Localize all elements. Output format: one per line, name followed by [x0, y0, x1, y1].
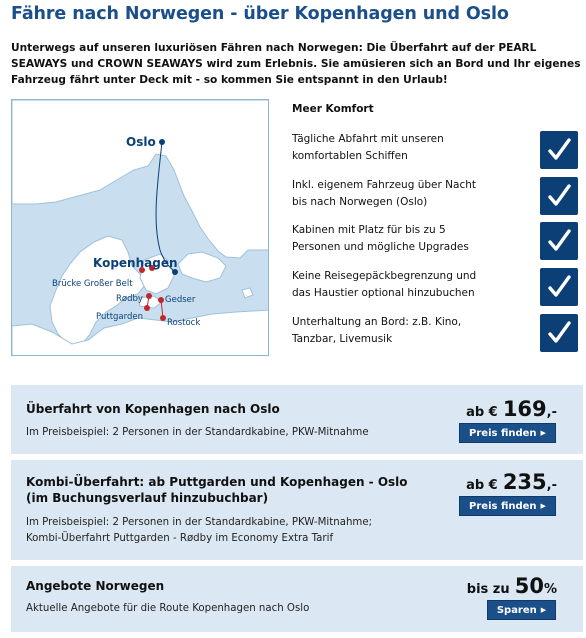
price-value: 50 — [514, 574, 544, 598]
comfort-item-line: Keine Reisegepäckbegrenzung und — [292, 270, 477, 282]
label-puttgarden: Puttgarden — [96, 312, 143, 322]
offer-price — [467, 574, 557, 598]
price-find-button[interactable] — [459, 496, 556, 516]
offer-description — [26, 515, 456, 547]
comfort-item-line: Unterhaltung an Bord: z.B. Kino, — [292, 316, 462, 328]
label-oslo: Oslo — [126, 135, 156, 149]
check-icon — [540, 222, 578, 260]
comfort-item-text — [292, 314, 522, 348]
arrow-right-icon: ▶ — [540, 502, 546, 510]
offer-card-copenhagen-oslo — [11, 385, 583, 454]
offer-description-line: Kombi-Überfahrt Puttgarden - Rødby im Economy Extra Tarif — [26, 533, 334, 544]
land-bornholm — [242, 288, 253, 298]
button-label: Sparen — [496, 605, 537, 616]
offer-price — [466, 470, 557, 494]
arrow-right-icon: ▶ — [540, 606, 547, 614]
comfort-item-line: Tägliche Abfahrt mit unseren — [292, 133, 444, 145]
button-label: Preis finden — [469, 428, 537, 439]
price-suffix: % — [543, 582, 557, 597]
price-prefix: ab € — [466, 478, 498, 493]
offer-description: Aktuelle Angebote für die Route Kopenhagen nach Oslo — [26, 603, 310, 614]
price-suffix: ,- — [546, 405, 557, 420]
intro-text: Unterwegs auf unseren luxuriösen Fähren nach Norwegen: Die Überfahrt auf der PEARL SEAWAYS und CROWN SEAWAYS wird zum Erlebnis. Sie amüsieren sich an Bord und Ihr eigenes Fahrzeug fährt unter Deck mit - so kommen Sie entspannt in den Urlaub! — [11, 42, 581, 86]
comfort-item — [292, 131, 582, 171]
offer-description: Im Preisbeispiel: 2 Personen in der Standardkabine, PKW-Mitnahme — [26, 427, 369, 438]
land-scandinavia — [12, 100, 269, 258]
sparen-button[interactable] — [487, 600, 556, 620]
route-map-graphic — [12, 100, 269, 356]
port-puttgarden — [144, 305, 150, 311]
land-scania — [178, 252, 226, 282]
check-icon — [540, 177, 578, 215]
price-suffix: ,- — [546, 478, 557, 493]
port-rostock — [160, 315, 166, 321]
label-copenhagen: Kopenhagen — [93, 256, 178, 270]
offer-title: Angebote Norwegen — [26, 579, 165, 593]
comfort-item-line: Personen und mögliche Upgrades — [292, 241, 469, 253]
comfort-item-line: bis nach Norwegen (Oslo) — [292, 196, 428, 208]
arrow-right-icon: ▶ — [540, 429, 546, 437]
comfort-item-text — [292, 222, 522, 256]
comfort-title: Meer Komfort — [292, 103, 374, 115]
check-icon — [540, 268, 578, 306]
comfort-item-line: das Haustier optional hinzubuchen — [292, 287, 475, 299]
comfort-item-line: Kabinen mit Platz für bis zu 5 — [292, 224, 446, 236]
label-bruecke: Brücke Großer Belt — [52, 279, 133, 289]
comfort-item — [292, 314, 582, 354]
comfort-item-text — [292, 177, 522, 211]
comfort-item — [292, 268, 582, 308]
comfort-item-line: Tanzbar, Livemusik — [292, 333, 393, 345]
price-prefix: bis zu — [466, 582, 510, 597]
comfort-item-line: komfortablen Schiffen — [292, 150, 408, 162]
price-find-button[interactable] — [459, 423, 556, 443]
comfort-item-line: Inkl. eigenem Fahrzeug über Nacht — [292, 179, 476, 191]
route-map — [11, 99, 269, 356]
offer-price — [466, 397, 557, 421]
port-rodby — [146, 293, 152, 299]
offer-title — [26, 474, 446, 506]
comfort-item — [292, 177, 582, 217]
offer-title-line: Kombi-Überfahrt: ab Puttgarden und Kopenhagen - Oslo — [26, 475, 408, 489]
price-value: 169 — [502, 397, 547, 421]
price-prefix: ab € — [466, 405, 498, 420]
offer-description-line: Im Preisbeispiel: 2 Personen in der Standardkabine, PKW-Mitnahme; — [26, 517, 373, 528]
comfort-item-text — [292, 131, 522, 165]
check-icon — [540, 131, 578, 169]
port-oslo — [159, 139, 165, 145]
comfort-item-text — [292, 268, 522, 302]
offer-card-kombi — [11, 460, 583, 560]
page-title: Fähre nach Norwegen - über Kopenhagen und Oslo — [11, 4, 509, 24]
offer-title-line: (im Buchungsverlauf hinzubuchbar) — [26, 491, 269, 505]
check-icon — [540, 314, 578, 352]
price-value: 235 — [502, 470, 547, 494]
label-gedser: Gedser — [165, 295, 196, 305]
label-rostock: Rostock — [167, 318, 201, 328]
label-rodby: Rødby — [116, 294, 143, 304]
comfort-item — [292, 222, 582, 262]
offer-title: Überfahrt von Kopenhagen nach Oslo — [26, 402, 280, 416]
port-gedser — [158, 297, 164, 303]
button-label: Preis finden — [469, 501, 537, 512]
offer-card-angebote — [11, 566, 583, 632]
